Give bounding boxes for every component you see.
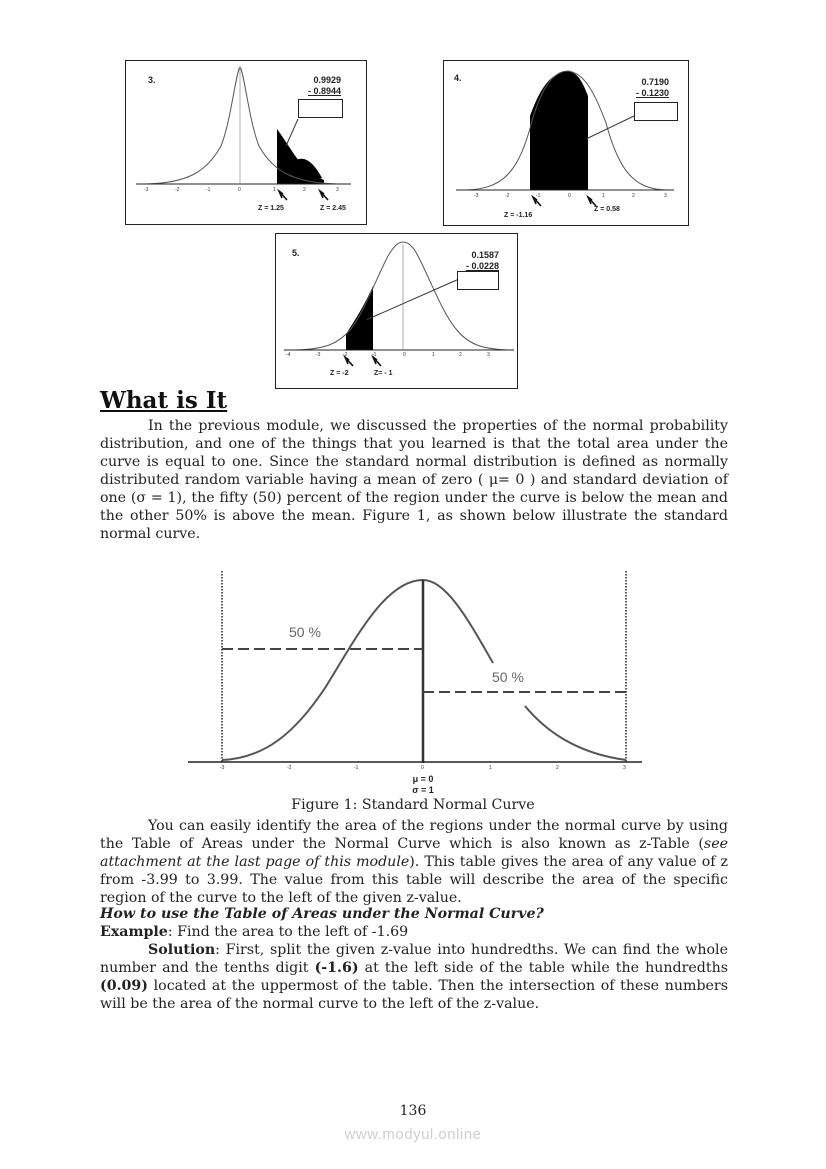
tick-label: 0 bbox=[238, 187, 241, 193]
figure-4-panel bbox=[443, 60, 689, 226]
tick-label: 0 bbox=[421, 765, 424, 771]
z-label: Z = 2.45 bbox=[320, 205, 346, 212]
pointer-line bbox=[286, 119, 298, 146]
tick-label: 1 bbox=[489, 765, 492, 771]
bold-value: (0.09) bbox=[100, 978, 148, 994]
percent-right: 50 % bbox=[492, 669, 524, 685]
tick-label: 2 bbox=[556, 765, 559, 771]
text-span: at the left side of the table while the hundredths bbox=[358, 960, 728, 976]
value-subtract bbox=[296, 86, 341, 97]
tick-label: -2 bbox=[505, 193, 510, 199]
shaded-region bbox=[530, 71, 588, 190]
tick-label: 2 bbox=[632, 193, 635, 199]
arrow-icon bbox=[373, 357, 381, 366]
tick-label: -2 bbox=[287, 765, 292, 771]
value-subtract-text: - 0.1230 bbox=[635, 88, 669, 98]
tick-labels bbox=[474, 193, 667, 199]
tick-label: 3 bbox=[664, 193, 667, 199]
mu-label: μ = 0 bbox=[412, 774, 434, 784]
arrow-icon bbox=[588, 197, 596, 206]
value-top: 0.7190 bbox=[641, 77, 669, 87]
tick-label: 0 bbox=[568, 193, 571, 199]
answer-box bbox=[457, 271, 499, 290]
tick-label: 2 bbox=[303, 187, 306, 193]
figure-caption: Figure 1: Standard Normal Curve bbox=[291, 797, 535, 813]
example-text: : Find the area to the left of -1.69 bbox=[167, 924, 409, 940]
text-span: ). This table gives the area of any value of z from -3.99 to 3.99. The value from this table will describe the area of the specific region of the curve to the left of the given z-value. bbox=[100, 854, 729, 906]
tick-label: 3 bbox=[336, 187, 339, 193]
arrow-icon bbox=[279, 191, 287, 200]
tick-label: 3 bbox=[623, 765, 626, 771]
tick-label: -4 bbox=[286, 352, 291, 358]
solution-paragraph bbox=[100, 941, 728, 1013]
tick-label: 2 bbox=[459, 352, 462, 358]
section-title: What is It bbox=[100, 387, 228, 414]
figure-3-panel bbox=[125, 60, 367, 225]
tick-label: -3 bbox=[220, 765, 225, 771]
tick-label: -3 bbox=[144, 187, 149, 193]
figure-5-panel bbox=[275, 233, 518, 389]
z-label: Z = -2 bbox=[330, 370, 349, 377]
figure-number: 4. bbox=[454, 73, 462, 83]
z-label: Z = -1.16 bbox=[504, 212, 533, 219]
tick-labels bbox=[144, 187, 339, 193]
bold-value: (-1.6) bbox=[314, 960, 359, 976]
value-subtract bbox=[624, 88, 669, 99]
figure-1 bbox=[185, 568, 645, 800]
tick-label: 1 bbox=[432, 352, 435, 358]
howto-heading: How to use the Table of Areas under the Normal Curve? bbox=[100, 906, 544, 922]
tick-label: -2 bbox=[343, 352, 348, 358]
z-label: Z = 0.58 bbox=[594, 206, 620, 213]
emphasis: see attachment at the last page of this module bbox=[100, 836, 728, 870]
percent-left: 50 % bbox=[289, 624, 321, 640]
tick-label: -1 bbox=[372, 352, 377, 358]
tick-label: -1 bbox=[206, 187, 211, 193]
intro-paragraph: In the previous module, we discussed the properties of the normal probability distribution, and one of the things that you learned is that the total area under the curve is equal to one. Since the standard normal distribution is defined as normally distributed random variable having a mean of zero ( μ= 0 ) and standard deviation of one (σ = 1), the fifty (50) percent of the region under the curve is below the mean and the other 50% is above the mean. Figure 1, as shown below illustrate the standard normal curve. bbox=[100, 418, 728, 542]
example-label: Example bbox=[100, 924, 168, 940]
sigma-label: σ = 1 bbox=[412, 785, 434, 795]
value-top: 0.1587 bbox=[471, 250, 499, 260]
answer-box bbox=[634, 102, 678, 121]
tick-label: 0 bbox=[403, 352, 406, 358]
watermark-site: www.modyul.online bbox=[344, 1126, 482, 1143]
tick-label: -3 bbox=[316, 352, 321, 358]
standard-normal-curve-graph bbox=[185, 568, 645, 800]
page-number: 136 bbox=[399, 1103, 427, 1119]
arrow-icon bbox=[320, 191, 328, 200]
example-line bbox=[100, 923, 728, 941]
value-subtract-text: - 0.8944 bbox=[307, 86, 341, 96]
figure-number: 5. bbox=[292, 248, 300, 258]
z-label: Z = 1.25 bbox=[258, 205, 284, 212]
tick-label: -2 bbox=[175, 187, 180, 193]
tick-label: 1 bbox=[602, 193, 605, 199]
value-subtract-text: - 0.0228 bbox=[465, 261, 499, 271]
tick-labels bbox=[220, 765, 626, 771]
answer-box bbox=[298, 99, 343, 118]
tick-label: -3 bbox=[474, 193, 479, 199]
z-label: Z= - 1 bbox=[374, 370, 393, 377]
tick-label: 1 bbox=[273, 187, 276, 193]
tick-label: -1 bbox=[354, 765, 359, 771]
tick-label: -1 bbox=[536, 193, 541, 199]
tick-label: 3 bbox=[487, 352, 490, 358]
value-top: 0.9929 bbox=[313, 75, 341, 85]
text-span: You can easily identify the area of the regions under the normal curve by using the Table of Areas under the Normal Curve which is also known as z-Table ( bbox=[100, 818, 728, 852]
text-span: located at the uppermost of the table. Then the intersection of these numbers will be the area of the normal curve to the left of the z-value. bbox=[100, 978, 728, 1012]
solution-label: Solution bbox=[148, 942, 216, 958]
arrow-icon bbox=[345, 357, 353, 366]
pointer-line bbox=[366, 279, 459, 320]
tick-labels bbox=[286, 352, 490, 358]
text-span: : First, split the given z-value into hundredths. We can find the whole number and the tenths digit bbox=[100, 942, 728, 976]
z-table-paragraph bbox=[100, 817, 728, 907]
figure-number: 3. bbox=[148, 75, 156, 85]
